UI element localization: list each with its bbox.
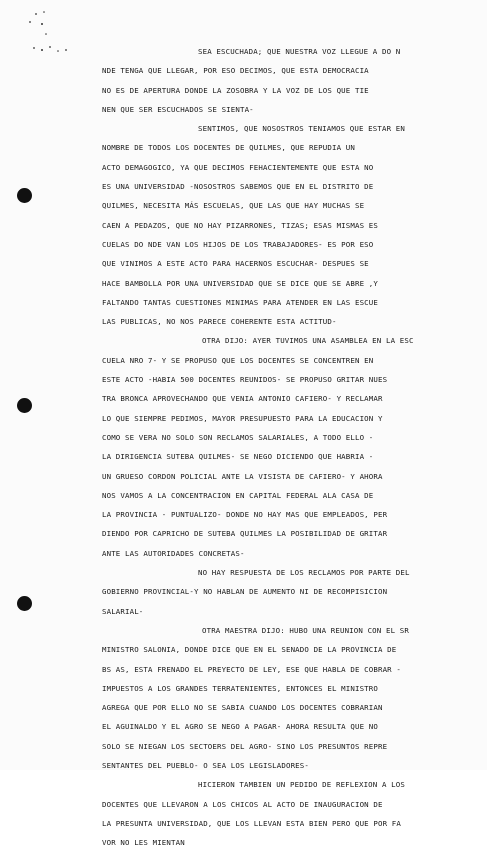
corner-scribble-marks	[24, 10, 74, 58]
text-line: TRA BRONCA APROVECHANDO QUE VENIA ANTONIO CAFIERO- Y RECLAMAR	[102, 394, 383, 404]
text-line: DOCENTES QUE LLEVARON A LOS CHICOS AL ACTO DE INAUGURACION DE	[102, 799, 383, 809]
text-line: VOR NO LES MIENTAN	[102, 838, 185, 848]
text-line: MINISTRO SALONIA, DONDE DICE QUE EN EL SENADO DE LA PROVINCIA DE	[102, 645, 397, 655]
text-line: ES UNA UNIVERSIDAD -NOSOSTROS SABEMOS QUE EN EL DISTRITO DE	[102, 182, 374, 192]
text-line: HICIERON TAMBIEN UN PEDIDO DE REFLEXION A LOS	[198, 780, 405, 790]
document-body	[102, 42, 484, 852]
text-line: ESTE ACTO -HABIA 500 DOCENTES REUNIDOS- SE PROPUSO GRITAR NUES	[102, 375, 388, 385]
text-line: LA DIRIGENCIA SUTEBA QUILMES- SE NEGO DICIENDO QUE HABRIA -	[102, 452, 374, 462]
text-line: SENTIMOS, QUE NOSOSTROS TENIAMOS QUE ESTAR EN	[198, 124, 405, 134]
punch-hole-bottom	[17, 596, 32, 611]
punch-hole-middle	[17, 398, 32, 413]
text-line: BS AS, ESTA FRENADO EL PREYECTO DE LEY, ESE QUE HABLA DE COBRAR -	[102, 664, 401, 674]
text-line: QUILMES, NECESITA MÁS ESCUELAS, QUE LAS QUE HAY MUCHAS SE	[102, 201, 365, 211]
text-line: SENTANTES DEL PUEBLO- O SEA LOS LEGISLADORES-	[102, 760, 309, 770]
text-line: LA PRESUNTA UNIVERSIDAD, QUE LOS LLEVAN ESTA BIEN PERO QUE POR FA	[102, 818, 401, 828]
text-line: NOMBRE DE TODOS LOS DOCENTES DE QUILMES, QUE REPUDIA UN	[102, 143, 355, 153]
text-line: GOBIERNO PROVINCIAL-Y NO HABLAN DE AUMENTO NI DE RECOMPISICION	[102, 587, 388, 597]
text-line: NEN QUE SER ESCUCHADOS SE SIENTA-	[102, 104, 254, 114]
text-line: IMPUESTOS A LOS GRANDES TERRATENIENTES, ENTONCES EL MINISTRO	[102, 683, 378, 693]
text-line: LA PROVINCIA - PUNTUALIZO- DONDE NO HAY MAS QUE EMPLEADOS, PER	[102, 510, 388, 520]
text-line: NO HAY RESPUESTA DE LOS RECLAMOS POR PARTE DEL	[198, 568, 410, 578]
text-line: FALTANDO TANTAS CUESTIONES MINIMAS PARA ATENDER EN LAS ESCUE	[102, 297, 378, 307]
text-line: NO ES DE APERTURA DONDE LA ZOSOBRA Y LA VOZ DE LOS QUE TIE	[102, 85, 369, 95]
text-line: COMO SE VERA NO SOLO SON RECLAMOS SALARIALES, A TODO ELLO -	[102, 432, 374, 442]
text-line: EL AGUINALDO Y EL AGRO SE NEGO A PAGAR- AHORA RESULTA QUE NO	[102, 722, 378, 732]
text-line: SALARIAL-	[102, 606, 144, 616]
text-line: SOLO SE NIEGAN LOS SECTOERS DEL AGRO- SINO LOS PRESUNTOS REPRE	[102, 741, 388, 751]
text-line: OTRA DIJO: AYER TUVIMOS UNA ASAMBLEA EN LA ESC	[202, 336, 414, 346]
text-line: LAS PUBLICAS, NO NOS PARECE COHERENTE ESTA ACTITUD-	[102, 317, 337, 327]
text-line: CUELA NRO 7- Y SE PROPUSO QUE LOS DOCENTES SE CONCENTREN EN	[102, 355, 374, 365]
text-line: CUELAS DO NDE VAN LOS HIJOS DE LOS TRABAJADORES- ES POR ESO	[102, 239, 374, 249]
text-line: DIENDO POR CAPRICHO DE SUTEBA QUILMES LA POSIBILIDAD DE GRITAR	[102, 529, 388, 539]
text-line: AGREGA QUE POR ELLO NO SE SABIA CUANDO LOS DOCENTES COBRARIAN	[102, 703, 383, 713]
punch-hole-top	[17, 188, 32, 203]
text-line: HACE BAMBOLLA POR UNA UNIVERSIDAD QUE SE DICE QUE SE ABRE ,Y	[102, 278, 378, 288]
text-line: NOS VAMOS A LA CONCENTRACION EN CAPITAL FEDERAL ALA CASA DE	[102, 490, 374, 500]
text-line: SEA ESCUCHADA; QUE NUESTRA VOZ LLEGUE A DO N	[198, 47, 401, 56]
text-line: UN GRUESO CORDON POLICIAL ANTE LA VISISTA DE CAFIERO- Y AHORA	[102, 471, 383, 481]
text-line: CAEN A PEDAZOS, QUE NO HAY PIZARRONES, TIZAS; ESAS MISMAS ES	[102, 220, 378, 230]
text-line: ANTE LAS AUTORIDADES CONCRETAS-	[102, 548, 245, 558]
text-line: QUE VINIMOS A ESTE ACTO PARA HACERNOS ESCUCHAR- DESPUES SE	[102, 259, 369, 269]
text-line: ACTO DEMAGOGICO, YA QUE DECIMOS FEHACIENTEMENTE QUE ESTA NO	[102, 162, 374, 172]
text-line: LO QUE SIEMPRE PEDIMOS, MAYOR PRESUPUESTO PARA LA EDUCACION Y	[102, 413, 383, 423]
text-line: NDE TENGA QUE LLEGAR, POR ESO DECIMOS, QUE ESTA DEMOCRACIA	[102, 66, 369, 76]
text-line: OTRA MAESTRA DIJO: HUBO UNA REUNION CON EL SR	[202, 625, 409, 635]
